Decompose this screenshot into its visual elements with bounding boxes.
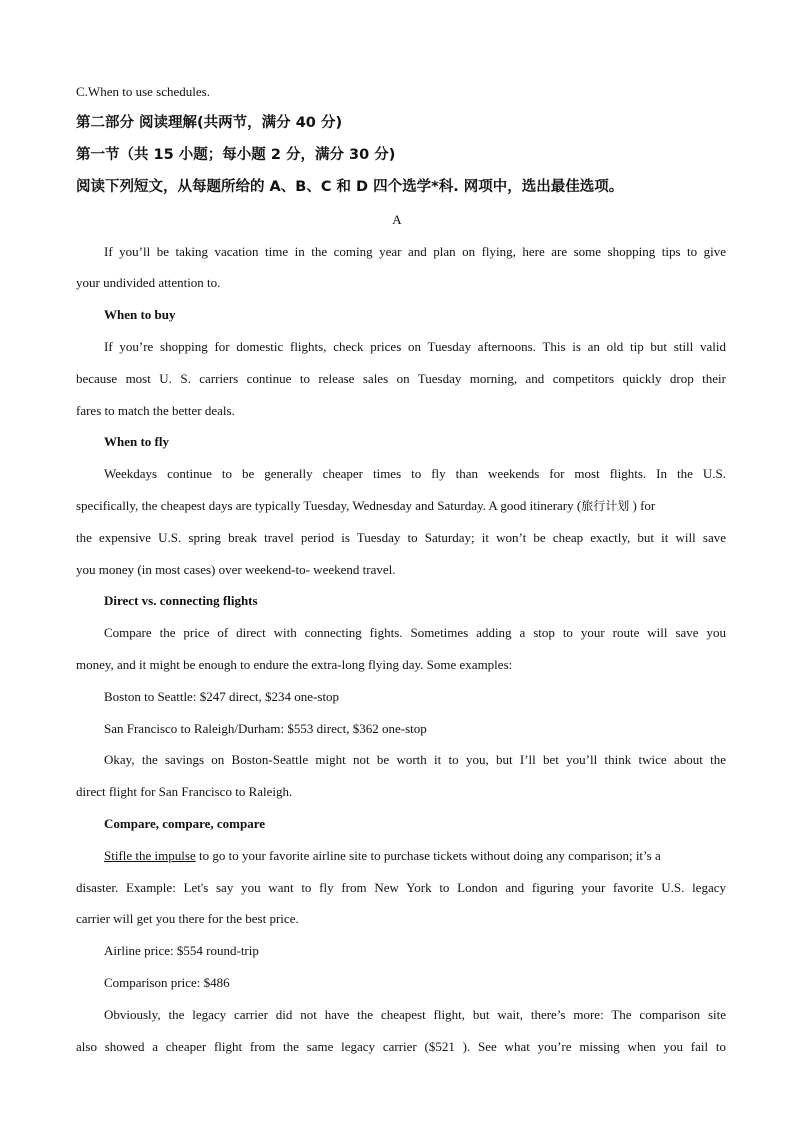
para-fly-line-2-end: ) for (629, 498, 656, 513)
passage-title: A (392, 212, 402, 227)
para-buy-line-3: fares to match the better deals. (76, 403, 235, 418)
para-obviously-line-2: also showed a cheaper flight from the same legacy carrier ($521 ). See what you’re missing when you fail to (76, 1039, 726, 1054)
para-direct-line-1: Compare the price of direct with connecting fights. Sometimes adding a stop to your route will save you (104, 625, 726, 640)
para-intro-line-2: your undivided attention to. (76, 275, 221, 290)
option-c-line: C.When to use schedules. (76, 84, 210, 99)
para-fly-line-2 (76, 497, 655, 515)
para-savings-line-1: Okay, the savings on Boston-Seattle might not be worth it to you, but I’ll bet you’ll think twice about the (104, 752, 726, 767)
para-direct-line-2: money, and it might be enough to endure the extra-long flying day. Some examples: (76, 657, 513, 672)
underlined-phrase: Stifle the impulse (104, 848, 196, 863)
para-fly-line-2-start: specifically, the cheapest days are typically Tuesday, Wednesday and Saturday. A good itinerary ( (76, 498, 582, 513)
para-compare-line-3: carrier will get you there for the best price. (76, 911, 299, 926)
itinerary-gloss: 旅行计划 (581, 499, 630, 513)
heading-when-to-buy: When to buy (104, 307, 176, 322)
para-intro-line-1: If you’ll be taking vacation time in the coming year and plan on flying, here are some shopping tips to give (104, 244, 726, 259)
para-obviously-line-1: Obviously, the legacy carrier did not have the cheapest flight, but wait, there’s more: The comparison site (104, 1007, 726, 1022)
heading-when-to-fly: When to fly (104, 434, 169, 449)
para-savings-line-2: direct flight for San Francisco to Raleigh. (76, 784, 293, 799)
para-fly-line-3: the expensive U.S. spring break travel period is Tuesday to Saturday; it won’t be cheap exactly, but it will save (76, 530, 726, 545)
example-boston-seattle: Boston to Seattle: $247 direct, $234 one-stop (104, 689, 340, 704)
airline-price: Airline price: $554 round-trip (104, 943, 259, 958)
para-fly-line-1: Weekdays continue to be generally cheaper times to fly than weekends for most flights. In the U.S. (104, 466, 726, 481)
instructions-line: 阅读下列短文，从每题所给的 A、B、C 和 D 四个选学*科. 网项中，选出最佳选项。 (76, 179, 624, 195)
comparison-price: Comparison price: $486 (104, 975, 230, 990)
heading-compare: Compare, compare, compare (104, 816, 266, 831)
example-sf-raleigh: San Francisco to Raleigh/Durham: $553 direct, $362 one-stop (104, 721, 427, 736)
para-fly-line-4: you money (in most cases) over weekend-to- weekend travel. (76, 562, 396, 577)
para-compare-line-1 (104, 847, 661, 865)
part-two-heading: 第二部分 阅读理解(共两节，满分 40 分) (76, 115, 343, 131)
para-compare-line-2: disaster. Example: Let's say you want to fly from New York to London and figuring your favorite U.S. legacy (76, 880, 726, 895)
section-one-heading: 第一节（共 15 小题；每小题 2 分，满分 30 分) (76, 147, 396, 163)
heading-direct-vs-connecting: Direct vs. connecting flights (104, 593, 258, 608)
para-buy-line-2: because most U. S. carriers continue to release sales on Tuesday morning, and competitors quickly drop their (76, 371, 726, 386)
para-compare-line-1-rest: to go to your favorite airline site to purchase tickets without doing any comparison; it’s a (195, 848, 661, 863)
para-buy-line-1: If you’re shopping for domestic flights, check prices on Tuesday afternoons. This is an old tip but still valid (104, 339, 726, 354)
